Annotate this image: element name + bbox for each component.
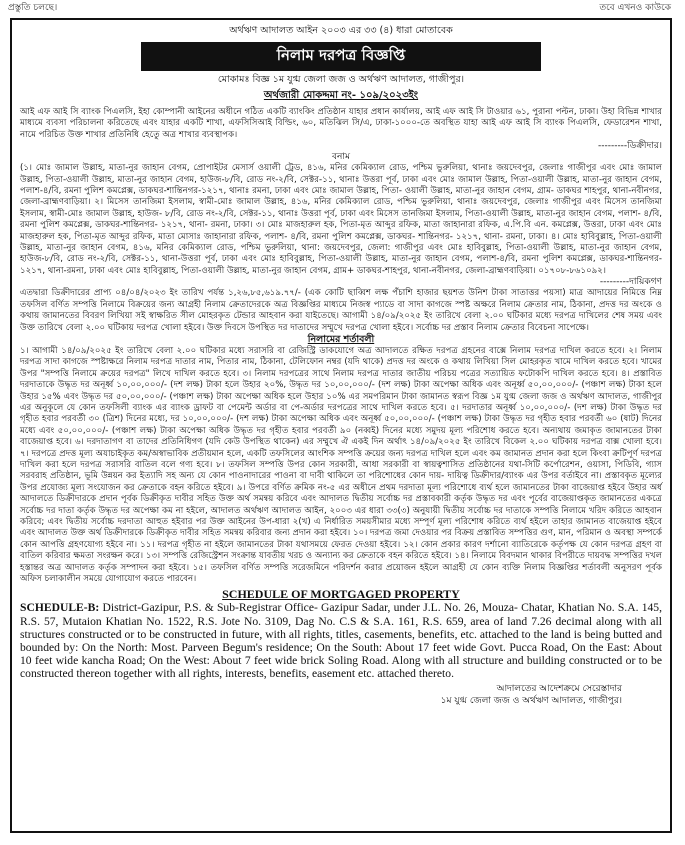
terms-paragraph: ১। আগামী ১৪/০৯/২০২৫ ইং তারিখে বেলা ২.০০ ঘটিকার মধ্যে সরাসরি বা রেজিস্ট্রি ডাকযোগে অত্র আদালতে রক্ষিত দরপত্র গ্রহনের বাক্সে নিলাম দরপত্র দাখিল করতে হবে। ২। নিলাম দরপত্র সাদা কাগজে স্পষ্টাক্ষরে নিলাম দরপত্র দাতার নাম, পিতার নাম, ঠিকানা, টেলিফোন নম্বর (যদি থাকে) প্রদত্ত দর অংকে ও কথায় লিখিয়া সিল মোহরকৃত খামে দাখিল করতে হবে। খামের উপর "সম্পত্তি নিলামে ক্রয়ের দরপত্র" লিখে দাখিল করতে হবে। ৩। নিলাম দরপত্রের সাথে নিলাম দরপত্র দাতার জাতীয় পরিচয় পত্রের সত্যায়িত ফটোকপি দাখিল করতে হবে। ৪। প্রস্তাবিত দরদাতাকে উদ্ধৃত দর অনূর্ধ্ব ১০,০০,০০০/- (দশ লক্ষ) টাকা হলে উহার ২০%, উদ্ধৃত দর ১০,০০,০০০/- (দশ লক্ষ) টাকা অপেক্ষা অধিক এবং অনূর্ধ্ব ৫০,০০,০০০/- (পঞ্চাশ লক্ষ) টাকা হলে উহার ১৫% এবং উদ্ধৃত দর ৫০,০০,০০০/- (পঞ্চাশ লক্ষ) টাকা অপেক্ষা অধিক হলে উহার ১০% এর সমপরিমান টাকা জামানত স্বরূপ বিজ্ঞ ১ম যুগ্ম জেলা জজ ও অর্থঋণ আদালত, গাজীপুর এর অনুকূলে যে কোন তফসিলী ব্যাংক এর ব্যাংক ড্রাফট বা পেমেন্ট অর্ডার বা পে-অর্ডার দরপত্রের সাথে দাখিল করতে হবে। ৫। দরদাতার অনূর্ধ্ব ১০,০০,০০০/- (দশ লক্ষ) টাকা উদ্ধৃত দর গৃহীত হবার পরবর্তী ৩০ (ত্রিশ) দিনের মধ্যে, দর ১০,০০,০০০/- (দশ লক্ষ) টাকা অপেক্ষা অধিক এবং অনূর্ধ্ব ৫০,০০,০০০/- (পঞ্চাশ লক্ষ) টাকা উদ্ধৃত দর গৃহীত হবার পরবর্তী ৬০ (ষাট) দিনের মধ্যে এবং ৫০,০০,০০০/- (পঞ্চাশ লক্ষ) টাকা অপেক্ষা অধিক উদ্ধৃত দর গৃহীত হবার পরবর্তী ৯০ (নব্বই) দিনের মধ্যে সমুদয় মূল্য পরিশোধ করতে হবে। অন্যথায় জমাকৃত জামানতের টাকা বাজেয়াপ্ত হবে। ৬। দরদাতাগণ বা তাদের প্রতিনিধিগণ (যদি কেউ উপস্থিত থাকেন) এর সম্মুখে ঐ একই দিন অর্থাৎ ১৪/০৯/২০২৫ ইং তারিখে বিকেল ২.০০ ঘটিকায় দরপত্র বাক্স খোলা হবে। ৭। দরপত্রে প্রদত্ত মূল্য অযাচাইকৃত কম/অস্বাভাবিক প্রতীয়মান হলে, একটি তফসিলের আংশিক সম্পত্তি ক্রয়ের জন্য দরপত্র দাখিল হলে এবং কম জামানত প্রদান করা হলে কিংবা ক্রটিপূর্ণ দরপত্র দাখিল করা হলে দরপত্র সরাসরি বাতিল বলে গণ্য হবে। ৮। তফসিল সম্পত্তি উপর কোন সরকারী, আধা সরকারী বা স্বায়ত্বশাসিত প্রতিষ্ঠানের যথা-সিটি কর্পোরেশন, ওয়াসা, পিডিবি, গ্যাস সরবরাহ প্রতিষ্ঠান, ভূমি উন্নয়ন কর ইত্যাদি সহ অন্য যে কোন পাওনাদারের পাওনা বা দাবী থাকিলে তা পরিশোধের কোন দায়- দায়িত্ব ডিক্রীদার/ব্যাংক এর উপর বর্তাইবে না। প্রস্তাবকৃত মূল্যের উপর প্রযোজ্য মূল্য সংযোজন কর ক্রেতাকে বহন করিতে হইবে। ৯। উপরে বর্ণিত ক্রমিক নং-৫ এর অধীনে প্রথম দরদাতা মূল্য পরিশোধে ব্যর্থ হলে জামানতের টাকা বাজেয়াপ্ত হইবে উহার অর্ধ আদালতে ডিক্রীদারকে প্রদান পূর্বক ডিক্রীকৃত দাবীর সহিত উক্ত অর্থ সমন্বয় করিবে এবং আদালত দ্বিতীয় সর্বোচ্চ দর প্রস্তাবকারী কর্তৃক উদ্ধৃত দর এবং পূর্বের বাজেয়াপ্তকৃত জামানতের একত্রে সর্বোচ্চ দর দাতা কর্তৃক উদ্ধৃত দর অপেক্ষা কম না হইলে, আদালত অর্থঋণ আদালত আইন, ২০০৩ এর ধারা ৩৩(৩) অনুযায়ী দ্বিতীয় সর্বোচ্চ দর দাতাকে সম্পত্তি নিলামে খরিদ করিতে আহবান করিবে; এবং দ্বিতীয় সর্বোচ্চ দরদাতা আহুত হইবার পর উক্ত আইনের উপ-ধারা ২(খ) এ নির্ধারিত সময়সীমার মধ্যে সম্পূর্ণ মূল্য পরিশোধ করিতে ব্যর্থ হইলে তাহার জামানত বাজেয়াপ্ত হইবে এবং আদালত উক্ত অর্থ ডিক্রীদারকে ডিক্রীকৃত দাবীর সহিত সমন্বয় করিবার জন্য প্রদান করা হইবে। ১০। দরপত্র জমা দেওয়ার পর বিক্রয় প্রস্তাবিত সম্পত্তির গুণ, মান, পরিমান ও অবস্থা সম্পর্কে কোন আপত্তি গ্রহণযোগ্য হইবে না। ১১। দরপত্র গৃহীত না হইলে জামানতের টাকা যথাসময়ে ফেরত দেওয়া হইবে। ১২। কোন প্রকার কারণ দর্শানো ব্যাতিরেকে কর্তৃপক্ষ যে কোন দরপত্র গ্রহণ বা বাতিল করিবার ক্ষমতা সংরক্ষন করে। ১৩। সম্পত্তি রেজিস্ট্রেশন সংক্রান্ত যাবতীয় খরচ ও অন্যান্য কর ক্রেতাকে বহন করিতে হইবে। ১৪। নিলামে বিবদমান থাকার বিপরীতে দায়বদ্ধ সম্পত্তির দখল হস্তান্তর অত্র আদালত কর্তৃক সম্পাদন করা হইবে। ১৫। তফসিল বর্ণিত সম্পত্তি সরেজমিনে পরিদর্শন করার প্রয়োজন হইলে আগ্রহী যে কোন ব্যক্তি নিলাম বিজ্ঞপ্তির শর্তাবলী অনুসরণ পূর্বক অফিস চলাকালীন সময়ে যোগাযোগ করতে পারবেন। (20, 345, 662, 585)
court-name: মোকামঃ বিজ্ঞ ১ম যুগ্ম জেলা জজ ও অর্থঋণ আদালত, গাজীপুর। (217, 74, 465, 85)
signature-line-1: আদালতের আদেশক্রমে সেরেস্তাদার (496, 683, 622, 694)
schedule-text: District-Gazipur, P.S. & Sub-Registrar Office- Gazipur Sadar, under J.L. No. 26, Mouza- Chatar, Khatian No. S.A. 145, R.S. 57, Mutaion Khatian No. 1522, R.S. Jote No. 3109, Dag No. C.S & S.A. 161, R.S. 659, area of land 7.26 decimal along with all structures constructed or to be constructed in future, with all rights, titles, casements, benefits, etc. attached to the land is being butted and bounded by: On the North: Most. Parveen Begum's residence; On the South: About 17 feet wide Govt. Pucca Road, On the East: About 10 feet wide kancha Road; On the West: About 7 feet wide brick Soling Road. Along with all structure and building constructed or to be constructed thereon together with all rights, interests, benefits, easement etc. attached thereto. (20, 601, 662, 681)
plaintiff-paragraph: আই এফ আই সি ব্যাংক পিএলসি, ইহা কোম্পানী আইনের অধীনে গঠিত একটি ব্যাংকিং প্রতিষ্ঠান যাহার প্রধান কার্যালয়, আই এফ আই সি টাওয়ার ৬১, পুরানা পল্টন, ঢাকা। উহা বিভিন্ন শাখার মাধ্যমে ব্যবসা পরিচালনা করিতেছে এবং যাহার একটি শাখা, এফসিসিআই বিল্ডিং, ৬০, মতিঝিল সি/এ, ঢাকা-১০০০-তে অবস্থিত যাহা আই এফ আই সি ব্যাংক পিএলসি, ফেডারেশন শাখা, নামে পরিচিত উক্ত শাখার প্রতিনিধি হেতুে অত্র শাখার ব্যবস্থাপক। (20, 107, 662, 140)
debtors-label: ---------দায়িকগণ (599, 277, 662, 288)
versus-label: বনাম (332, 152, 350, 163)
notice-title: নিলাম দরপত্র বিজ্ঞপ্তি (141, 42, 541, 71)
signature-block (20, 683, 662, 707)
schedule-label: SCHEDULE-B: (20, 601, 100, 615)
auction-notice (10, 18, 672, 833)
terms-heading: নিলামের শর্তাবলী (307, 333, 375, 345)
law-reference: অর্থঋণ আদালত আইন ২০০৩ এর ৩৩ (৪) ধারা মোতাবেক (229, 25, 453, 36)
decree-holder-label: ---------ডিক্রীদার। (597, 141, 662, 152)
case-number: অর্থজারী মোকদ্দমা নং- ১০৯/২০২৩ইং (263, 90, 419, 101)
signature-line-2: ১ম যুগ্ম জেলা জজ ও অর্থঋণ আদালত, গাজীপুর। (440, 695, 622, 706)
adjacent-column-fragment-right: তবে এখনও কাউকে (599, 3, 671, 13)
intro-paragraph: এতদ্বারা ডিক্রীদারের প্রাপ্য ০৪/০৪/২০২৩ ইং তারিখ পর্যন্ত ১,২৬,৮৫,৬১৯.৭৭/- (এক কোটি ছাব্বিশ লক্ষ পঁচাশি হাজার ছয়শত উনিশ টাকা সাতাত্তর পয়সা) মাত্র আদায়ের নিমিত্তে নিম্ন তফসিল বর্ণিত সম্পত্তি নিলামে বিক্রয়ের জন্য আগ্রহী নিলাম ক্রেতাদেরকে অত্র বিজ্ঞপ্তির মাধ্যমে নিজস্ব প্যাডে বা সাদা কাগজে স্পষ্ট অক্ষরে নিলাম ক্রেতার নাম, ঠিকানা, প্রদত্ত দর অংকে ও কথায় জামানতের বিবরণ লিখিয়া সই স্বাক্ষরিত সীল মোহরকৃত টেন্ডার আহবান করা যাইতেছে। আগামী ১৪/০৯/২০২৫ ইং তারিখে বেলা ২.০০ ঘটিকার মধ্যে দরপত্র দাখিলের শেষ সময় এবং উক্ত তারিখে বেলা ২.০০ ঘটিকায় দরপত্র খোলা হইবে। উক্ত দিবসে উপস্থিত দর দাতাদের সম্মুখে দরপত্র খোলা হইবে। সর্বোচ্চ দর প্রস্তাব নিলাম ক্রেতার বিবেচনা সাপেক্ষে। (20, 288, 662, 333)
schedule-heading: SCHEDULE OF MORTGAGED PROPERTY (222, 587, 460, 602)
adjacent-column-fragment-left: প্রস্তুতি চলছে। (8, 3, 58, 13)
debtors-paragraph: (১। মোঃ জামাল উল্লাহ, মাতা-নুর জাহান বেগম, প্রোপাইটর মেসার্স ওয়ালী ট্রেড, ৪১৬, মনির কেমিক্যাল রোড, পশ্চিম ভুরুলিয়া, থানাঃ জয়দেবপুর, জেলাঃ গাজীপুর এবং মোঃ জামাল উল্লাহ, পিতা-ওয়ালী উল্লাহ, মাতা-নুর জাহান বেগম, হাউজ-৮/বি, রোড নং-২/বি, সেক্টর-১১, থানাঃ উত্তরা পূর্ব, ঢাকা এবং মোঃ জামাল উল্লাহ, পিতা-ওয়ালী উল্লাহ, মাতা-নুর জাহান বেগম, পলাশ-৪/বি, রমনা পুলিশ কমপ্লেক্স, ডাকঘর-শান্তিনগর-১২১৭, থানাঃ রমনা, ঢাকা এবং মোঃ জামাল উল্লাহ, পিতা- ওয়ালী উল্লাহ, মাতা-নুর জাহান বেগম, গ্রাম- ডাকঘর শাহপুর, থানা-নবীনগর, জেলা-ব্রাহ্মণবাড়িয়া। ২। মিসেস তানজিমা ইসলাম, স্বামী-মোঃ জামাল উল্লাহ, ৪১৬, মনির কেমিক্যাল রোড, পশ্চিম ভুরুলিয়া, থানাঃ জয়দেবপুর, জেলাঃ গাজীপুর এবং মিসেস তানজিমা ইসলাম, স্বামী-মোঃ জামাল উল্লাহ, হাউজ- ৮/বি, রোড নং-২/বি, সেক্টর-১১, থানাঃ উত্তরা পূর্ব, ঢাকা এবং মিসেস তানজিমা ইসলাম, পিতা-ওয়ালী উল্লাহ, মাতা-নুর জাহান বেগম, পলাশ- ৪/বি, রমনা পুলিশ কমপ্লেক্স, ডাকঘর-শান্তিনগর- ১২১৭, থানা- রমনা, ঢাকা। ৩। মোঃ মাজহারুল হক, পিতা-মৃত আব্দুর রফিক, মাতা জাহানারা রফিক, এ.পি.বি এন. কমপ্লেক্স, উত্তরা, ঢাকা এবং মোঃ মাজহারুল হক, পিতা-মৃত আব্দুর রফিক, মাতা মোসাঃ জাহানারা রফিক, পলাশ- ৪/বি, রমনা পুলিশ কমপ্লেক্স, ডাকঘর- শান্তিনগর- ১২১৭, থানা- রমনা, ঢাকা। ৪। মোঃ হাবিবুল্লাহ, পিতা-ওয়ালী উল্লাহ, মাতা-নুর জাহান বেগম, ৪১৬, মনির কেমিক্যাল রোড, পশ্চিম ভুরুলিয়া, থানা: জয়দেবপুর, জেলা: গাজীপুর এবং মোঃ হাবিবুল্লাহ, পিতা-ওয়ালী উল্লাহ, মাতা-নুর জাহান বেগম, হাউজ-৮/বি, রোড নং-২/বি, সেক্টর-১১, থানা-উত্তরা পূর্ব, ঢাকা এবং মোঃ হাবিবুল্লাহ, পিতা-ওয়ালী উল্লাহ, মাতা-নুর জাহান বেগম, পলাশ-৪/বি, রমনা পুলিশ কমপ্লেক্স, ডাকঘর-শান্তিনগর- ১২১৭, থানা-রমনা, ঢাকা এবং মোঃ হাবিবুল্লাহ, পিতা-ওয়ালী উল্লাহ, মাতা-নুর জাহান বেগম, গ্রাম+ ডাকঘর-শাহপুর, থানা-নবীনগর, জেলা-ব্রাহ্মণবাড়িয়া। ০১৭০৮-৮৬১০৯২। (20, 163, 662, 276)
schedule-paragraph (20, 601, 662, 680)
